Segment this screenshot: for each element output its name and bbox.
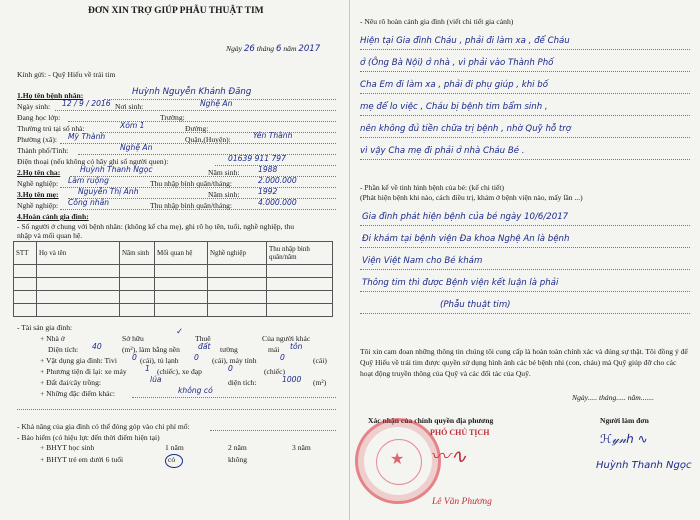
household-table: [13, 241, 333, 317]
land-value: lúa: [150, 375, 162, 384]
col-job: Nghề nghiệp: [208, 242, 267, 265]
mother-name-label: 3.Họ tên mẹ:: [17, 190, 59, 199]
father-yob: 1988: [258, 165, 278, 174]
table-cell: [14, 278, 37, 291]
pob-value: Nghệ An: [200, 99, 233, 108]
circumstance-line-3: Cha Em đi làm xa , phải đi phụ giúp , khi bố: [360, 80, 548, 90]
health-line-1: Gia đình phát hiện bệnh của bé ngày 10/6/2017: [362, 212, 569, 222]
insurance-selected-mark: [165, 454, 183, 468]
city-value: Nghệ An: [120, 143, 153, 152]
table-cell: [155, 278, 208, 291]
local-authority-label: Xác nhận của chính quyền địa phương: [368, 416, 494, 425]
father-income-label: Thu nhập bình quân/tháng:: [150, 179, 233, 188]
patient-name: Huỳnh Nguyễn Khánh Đăng: [132, 87, 252, 97]
table-cell: [37, 278, 120, 291]
table-cell: [208, 278, 267, 291]
page-fold: [349, 0, 350, 520]
father-income: 2.000.000: [258, 176, 297, 185]
fridge-label: (cái), tủ lạnh: [140, 356, 179, 365]
mother-job-label: Nghề nghiệp:: [17, 201, 59, 210]
phone-value: 01639 911 797: [228, 154, 286, 163]
mother-income: 4.000.000: [258, 198, 297, 207]
bicycle-label: (chiếc), xe đạp: [157, 367, 202, 376]
house-value: Xóm 1: [120, 121, 145, 130]
table-cell: [120, 278, 155, 291]
table-header-row: [14, 242, 333, 265]
table-cell: [120, 304, 155, 317]
insurance-child-label: + BHYT trẻ em dưới 6 tuổi: [40, 455, 124, 464]
patient-name-label: 1.Họ tên bệnh nhân:: [17, 91, 84, 100]
table-cell: [37, 291, 120, 304]
father-name: Huỳnh Thanh Ngọc: [80, 165, 153, 174]
form-date: [226, 44, 320, 54]
floor-value: đất: [198, 342, 211, 351]
roof-label: mái: [268, 345, 280, 354]
table-cell: [37, 304, 120, 317]
col-relation: Mối quan hệ: [155, 242, 208, 265]
school-label: Trường:: [160, 113, 185, 122]
circumstance-line-6: vì vậy Cha mẹ đi phải ở nhà Cháu Bé .: [360, 146, 525, 156]
table-cell: [120, 265, 155, 278]
table-cell: [155, 291, 208, 304]
bicycle-count: 0: [228, 364, 233, 373]
wall-label: tường: [220, 345, 238, 354]
father-job: Làm ruộng: [68, 176, 109, 185]
table-row: [14, 265, 333, 278]
health-line-4: Thông tim thì được Bệnh viện kết luận là phải: [362, 278, 559, 288]
ward-value: Mỹ Thành: [68, 132, 106, 141]
contribution-label: - Khả năng của gia đình có thể đóng góp vào chi phí mổ:: [17, 422, 190, 431]
computer-label: (cái), máy tính: [212, 356, 257, 365]
area-label: Diện tích:: [48, 345, 79, 354]
signature-date-line: Ngày..... tháng..... năm.......: [572, 393, 655, 402]
phone-label: Điện thoại (nếu không có hãy ghi số người quen):: [17, 157, 169, 166]
street-label: Đường:: [185, 124, 209, 133]
appliances-label: + Vật dụng gia đình: Tivi: [40, 356, 117, 365]
table-row: [14, 278, 333, 291]
family-situation-label: 4.Hoàn cảnh gia đình:: [17, 212, 89, 221]
house-type-label: + Nhà ở: [40, 334, 65, 343]
date-month-label: tháng: [256, 44, 275, 53]
tv-count: 0: [132, 353, 137, 362]
district-value: Yên Thành: [253, 131, 293, 140]
special-value: không có: [178, 386, 213, 395]
col-income: Thu nhập bình quân/năm: [267, 242, 333, 265]
commitment-text: Tôi xin cam đoan những thông tin chúng tôi cung cấp là hoàn toàn chính xác và đúng sự thật. Tôi đồng ý để Quỹ Hiếu về trái tim được quyền sử dụng hình ảnh các bé bệnh nhi (con, cháu) mà Quỹ giúp đỡ cho các hoạt động truyền thông của Quỹ và các đối tác của Quỹ.: [360, 347, 688, 378]
father-job-label: Nghề nghiệp:: [17, 179, 59, 188]
date-prefix: Ngày: [226, 44, 243, 53]
insurance-2yr: 2 năm: [228, 443, 247, 452]
table-row: [14, 304, 333, 317]
table-cell: [155, 265, 208, 278]
district-label: Quận,(Huyện):: [185, 135, 231, 144]
appliance-unit: (cái): [313, 356, 327, 365]
table-cell: [14, 265, 37, 278]
mother-income-label: Thu nhập bình quân/tháng:: [150, 201, 233, 210]
land-area-value: 1000: [282, 375, 302, 384]
computer-count: 0: [280, 353, 285, 362]
table-row: [14, 291, 333, 304]
applicant-label: Người làm đơn: [600, 416, 649, 425]
vehicle-unit: (chiếc): [264, 367, 286, 376]
health-line-2: Đi khám tại bệnh viện Đa khoa Nghệ An là bệnh: [362, 234, 570, 244]
fridge-count: 0: [194, 353, 199, 362]
land-label: + Đất đai/cây trồng:: [40, 378, 102, 387]
household-line-1: - Số người ở chung với bệnh nhân: (không kể cha mẹ), ghi rõ họ tên, tuổi, nghề nghiệp, thu: [17, 222, 295, 231]
insurance-1yr: 1 năm: [165, 443, 184, 452]
area-value: 40: [92, 342, 102, 351]
stamp-title: PHÓ CHỦ TỊCH: [430, 428, 490, 437]
father-yob-label: Năm sinh:: [208, 168, 240, 177]
table-cell: [120, 291, 155, 304]
residence-label: Thường trú tại số nhà:: [17, 124, 85, 133]
table-cell: [155, 304, 208, 317]
table-cell: [208, 265, 267, 278]
special-label: + Những đặc điểm khác:: [40, 389, 116, 398]
table-cell: [37, 265, 120, 278]
insurance-has: có: [168, 455, 176, 464]
vehicle-label: + Phương tiện đi lại: xe máy: [40, 367, 127, 376]
col-stt: STT: [14, 242, 37, 265]
col-name: Họ và tên: [37, 242, 120, 265]
circumstance-line-5: nên không đủ tiền chữa trị bệnh , nhờ Quỹ hỗ trợ: [360, 124, 572, 134]
addressee: Kính gửi: - Quỹ Hiếu về trái tim: [17, 70, 116, 79]
motorbike-count: 1: [145, 364, 150, 373]
form-title: ĐƠN XIN TRỢ GIÚP PHẪU THUẬT TIM: [88, 6, 264, 16]
date-month: 6: [276, 44, 282, 54]
table-cell: [14, 291, 37, 304]
dob-value: 12 / 9 / 2016: [62, 99, 111, 108]
insurance-heading: - Bảo hiểm (có hiệu lực đến thời điểm hiện tại): [17, 433, 160, 442]
table-cell: [14, 304, 37, 317]
mother-job: Công nhân: [68, 198, 110, 207]
father-name-label: 2.Họ tên cha:: [17, 168, 61, 177]
household-line-2: nhập và mối quan hệ.: [17, 231, 83, 240]
mother-yob-label: Năm sinh:: [208, 190, 240, 199]
table-cell: [267, 304, 333, 317]
insurance-student-label: + BHYT học sinh: [40, 443, 95, 452]
ward-label: Phường (xã):: [17, 135, 57, 144]
health-heading: - Phần kể về tình hình bệnh của bé: (kể chi tiết): [360, 183, 505, 192]
date-year-label: năm: [283, 44, 297, 53]
class-label: Đang học lớp:: [17, 113, 61, 122]
applicant-signature: ℋ𝓎𝓃ℎ ∿: [600, 432, 648, 446]
insurance-3yr: 3 năm: [292, 443, 311, 452]
health-subheading: (Phát hiện bệnh khi nào, cách điều trị, khám ở bệnh viện nào, mấy lần ...): [360, 193, 583, 202]
applicant-name: Huỳnh Thanh Ngọc: [596, 460, 692, 471]
circumstance-line-1: Hiện tại Gia đình Cháu , phải đi làm xa , để Cháu: [360, 36, 570, 46]
rent-option: Thuê: [195, 334, 211, 343]
date-year: 2017: [298, 44, 321, 54]
health-line-5: (Phẫu thuật tim): [440, 300, 511, 310]
circumstance-line-2: ở (Ông Bà Nội) ở nhà , vì phải vào Thành Phố: [360, 58, 554, 68]
roof-value: tôn: [290, 342, 303, 351]
assets-heading: - Tài sản gia đình:: [17, 323, 73, 332]
mother-name: Nguyễn Thị Anh: [78, 187, 139, 196]
insurance-no: không: [228, 455, 247, 464]
others-option: Của người khác: [262, 334, 311, 343]
dob-label: Ngày sinh:: [17, 102, 51, 111]
mother-yob: 1992: [258, 187, 278, 196]
area-unit: (m²), làm bằng nền: [122, 345, 180, 354]
table-cell: [208, 304, 267, 317]
table-cell: [267, 278, 333, 291]
circumstance-line-4: mẹ để lo việc , Cháu bị bệnh tim bẩm sinh ,: [360, 102, 548, 112]
table-cell: [208, 291, 267, 304]
table-cell: [267, 291, 333, 304]
pob-label: Nơi sinh:: [115, 102, 144, 111]
date-day: 26: [243, 44, 255, 54]
table-cell: [267, 265, 333, 278]
official-signature: 〰∿: [430, 446, 467, 468]
official-stamp: ★: [355, 418, 441, 504]
land-area-unit: (m²): [313, 378, 327, 387]
land-area-label: diện tích:: [228, 378, 257, 387]
circumstance-heading: - Nêu rõ hoàn cảnh gia đình (viết chi tiết gia cảnh): [360, 17, 514, 26]
official-name: Lê Văn Phương: [432, 497, 492, 507]
city-label: Thành phố/Tỉnh:: [17, 146, 69, 155]
owned-option: Sở hữu: [122, 334, 144, 343]
owned-check: ✓: [176, 327, 184, 337]
col-yob: Năm sinh: [120, 242, 155, 265]
health-line-3: Viện Việt Nam cho Bé khám: [362, 256, 483, 266]
